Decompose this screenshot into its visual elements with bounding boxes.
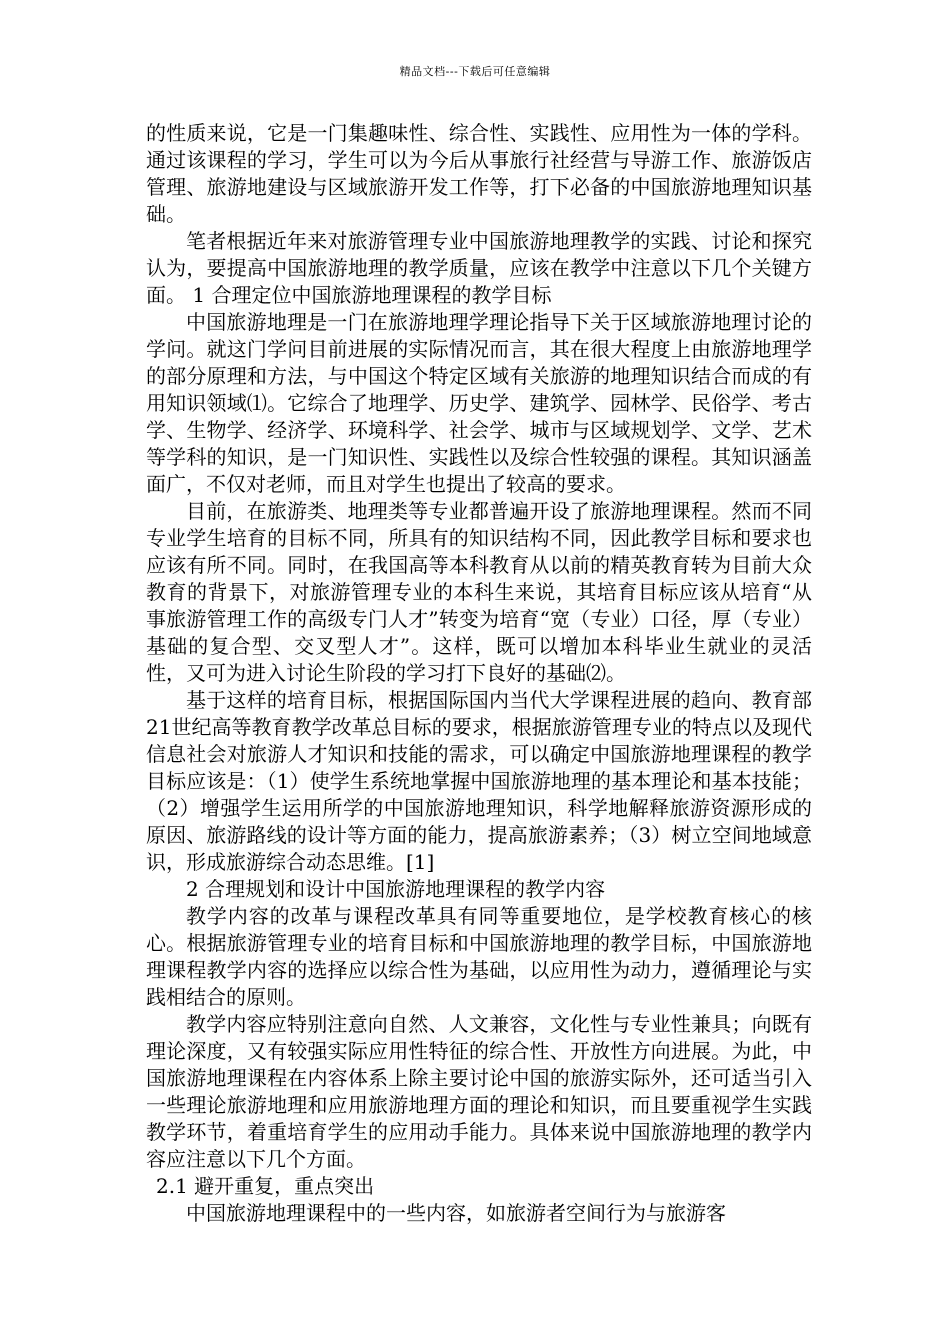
paragraph-teaching-objectives: 基于这样的培育目标，根据国际国内当代大学课程进展的趋向、教育部21世纪高等教育教学改革总目标的要求，根据旅游管理专业的特点以及现代信息社会对旅游人才知识和技能的需求，可以确定中国旅游地理课程的教学目标应该是：（1）使学生系统地掌握中国旅游地理的基本理论和基本技能；（2）增强学生运用所学的中国旅游地理知识，科学地解释旅游资源形成的原因、旅游路线的设计等方面的能力，提高旅游素养；（3）树立空间地域意识，形成旅游综合动态思维。[1] [146,688,812,874]
paragraph-intro-continued: 的性质来说，它是一门集趣味性、综合性、实践性、应用性为一体的学科。通过该课程的学习，学生可以为今后从事旅行社经营与导游工作、旅游饭店管理、旅游地建设与区域旅游开发工作等，打下必备的中国旅游地理知识基础。 [146,121,812,226]
paragraph-content-focus: 教学内容应特别注意向自然、人文兼容，文化性与专业性兼具；向既有理论深度，又有较强实际应用性特征的综合性、开放性方向进展。为此，中国旅游地理课程在内容体系上除主要讨论中国的旅游实际外，还可适当引入一些理论旅游地理和应用旅游地理方面的理论和知识，而且要重视学生实践教学环节，着重培育学生的应用动手能力。具体来说中国旅游地理的教学内容应注意以下几个方面。 [146,1012,812,1171]
paragraph-content-reform: 教学内容的改革与课程改革具有同等重要地位，是学校教育核心的核心。根据旅游管理专业的培育目标和中国旅游地理的教学目标，中国旅游地理课程教学内容的选择应以综合性为基础，以应用性为动力，遵循理论与实践相结合的原则。 [146,904,812,1009]
paragraph-key-aspects: 笔者根据近年来对旅游管理专业中国旅游地理教学的实践、讨论和探究认为，要提高中国旅游地理的教学质量，应该在教学中注意以下几个关键方面。 1 合理定位中国旅游地理课程的教学目标 [146,229,812,307]
paragraph-discipline-definition: 中国旅游地理是一门在旅游地理学理论指导下关于区域旅游地理讨论的学问。就这门学问目前进展的实际情况而言，其在很大程度上由旅游地理学的部分原理和方法，与中国这个特定区域有关旅游的地理知识结合而成的有用知识领域⑴。它综合了地理学、历史学、建筑学、园林学、民俗学、考古学、生物学、经济学、环境科学、社会学、城市与区域规划学、文学、艺术等学科的知识，是一门知识性、实践性以及综合性较强的课程。其知识涵盖面广，不仅对老师，而且对学生也提出了较高的要求。 [146,310,812,496]
paragraph-avoid-repetition: 中国旅游地理课程中的一些内容，如旅游者空间行为与旅游客 [186,1201,726,1225]
subsection-heading-2-1: 2.1 避开重复，重点突出 [156,1174,375,1198]
document-body [146,120,812,1227]
section-heading-2: 2 合理规划和设计中国旅游地理课程的教学内容 [186,877,606,901]
paragraph-training-goals: 目前，在旅游类、地理类等专业都普遍开设了旅游地理课程。然而不同专业学生培育的目标不同，所具有的知识结构不同，因此教学目标和要求也应该有所不同。同时，在我国高等本科教育从以前的精英教育转为目前大众教育的背景下，对旅游管理专业的本科生来说，其培育目标应该从培育“从事旅游管理工作的高级专门人才”转变为培育“宽（专业）口径，厚（专业）基础的复合型、交叉型人才”。这样，既可以增加本科毕业生就业的灵活性，又可为进入讨论生阶段的学习打下良好的基础⑵。 [146,499,812,685]
page-header: 精品文档---下载后可任意编辑 [399,65,551,78]
